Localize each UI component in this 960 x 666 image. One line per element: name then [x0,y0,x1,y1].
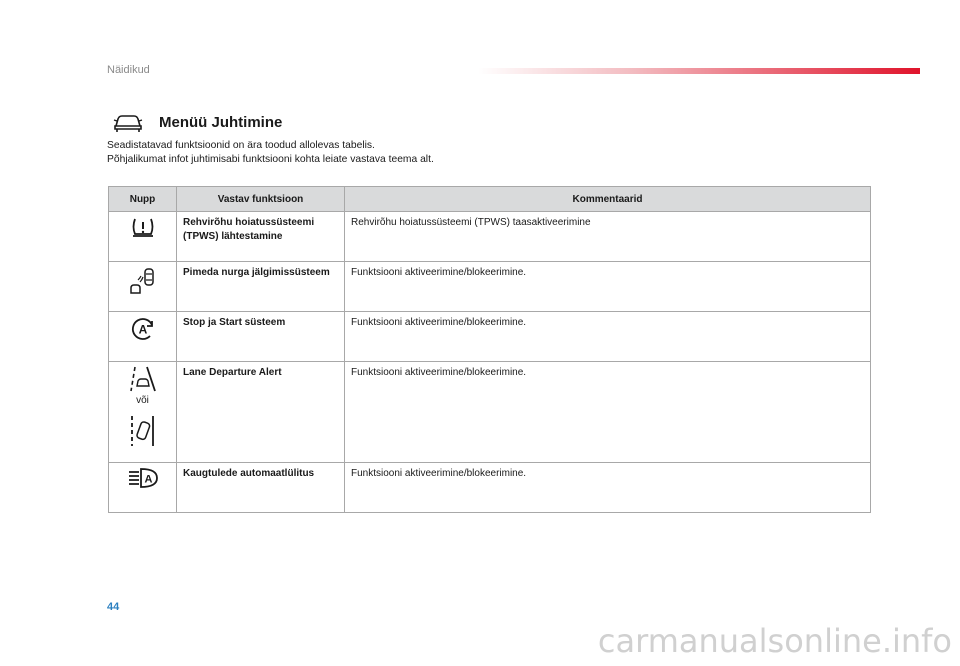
table-row [109,463,871,513]
page-number: 44 [107,601,120,613]
svg-text:A: A [138,322,147,337]
comment: Funktsiooni aktiveerimine/blokeerimine. [345,262,871,312]
lane-departure-car-icon [129,414,157,448]
stop-start-icon [130,316,156,342]
icon-cell [109,362,177,463]
comment: Funktsiooni aktiveerimine/blokeerimine. [345,463,871,513]
car-icon [113,111,143,133]
table-header-row [109,187,871,212]
icon-cell [109,463,177,513]
function-name: Kaugtulede automaatlülitus [177,463,345,513]
header-function: Vastav funktsioon [177,187,345,212]
menu-title-row [113,109,282,135]
watermark: carmanualsonline.info [597,622,952,660]
header-button: Nupp [109,187,177,212]
intro-line: Põhjalikumat infot juhtimisabi funktsiooni kohta leiate vastava teema alt. [107,153,434,165]
function-name: Rehvirõhu hoiatussüsteemi (TPWS) lähtestamine [177,212,345,262]
header-accent-bar [478,68,920,74]
functions-table [108,186,871,513]
icon-cell [109,312,177,362]
function-name: Pimeda nurga jälgimissüsteem [177,262,345,312]
menu-title: Menüü Juhtimine [159,113,283,131]
section-label: Näidikud [107,64,150,76]
table-row [109,362,871,463]
table-row [109,312,871,362]
function-name: Stop ja Start süsteem [177,312,345,362]
tyre-pressure-warning-icon [131,216,155,238]
header-comment: Kommentaarid [345,187,871,212]
icon-cell [109,212,177,262]
intro-line: Seadistatavad funktsioonid on ära toodud allolevas tabelis. [107,140,375,151]
or-label: või [136,395,149,406]
comment: Funktsiooni aktiveerimine/blokeerimine. [345,362,871,463]
comment: Funktsiooni aktiveerimine/blokeerimine. [345,312,871,362]
blind-spot-monitoring-icon [128,266,158,296]
function-name: Lane Departure Alert [177,362,345,463]
table-row [109,262,871,312]
svg-text:A: A [144,473,152,486]
icon-cell [109,262,177,312]
table-row [109,212,871,262]
lane-departure-icon [129,366,157,392]
intro-text [107,139,434,166]
comment: Rehvirõhu hoiatussüsteemi (TPWS) taasaktiveerimine [345,212,871,262]
auto-high-beam-icon [128,467,158,489]
